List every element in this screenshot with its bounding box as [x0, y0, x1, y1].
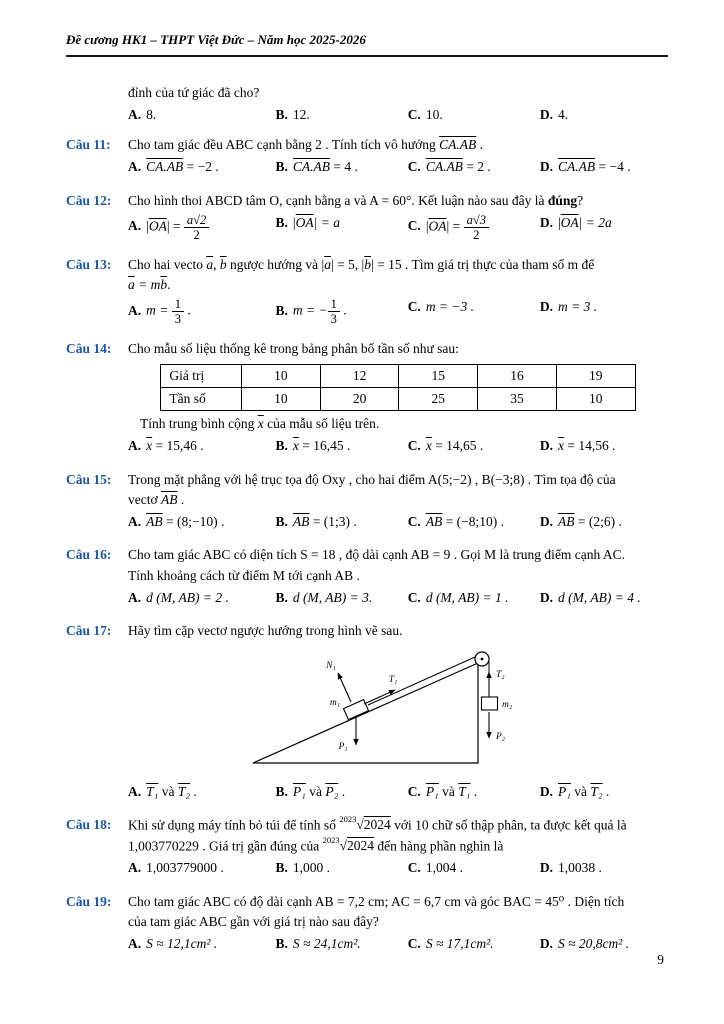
option-text: S ≈ 24,1cm². [292, 936, 361, 951]
option [276, 213, 404, 233]
option-text: . [339, 302, 347, 318]
question-16 [66, 545, 668, 608]
option [540, 157, 668, 177]
option [408, 934, 536, 954]
option-label: D. [539, 589, 553, 605]
table-row [161, 364, 635, 387]
fraction-numerator: a√2 [184, 213, 209, 228]
vector-text: $\overline{AB}$ [292, 514, 310, 529]
option-label: D. [539, 106, 553, 122]
option-label: C. [407, 438, 421, 454]
stem-text: Cho hai vecto [128, 256, 207, 272]
option [408, 213, 536, 242]
option-text: | = [166, 218, 184, 234]
option [128, 782, 272, 802]
question-text [128, 490, 668, 510]
option-text: | [292, 214, 296, 230]
option [128, 934, 272, 954]
option-label: C. [407, 860, 421, 876]
question-number: Câu 19: [66, 893, 112, 909]
question-number: Câu 14: [66, 341, 112, 357]
option-text: m = 3 . [557, 299, 598, 315]
stem-text: của mẫu số liệu trên. [263, 416, 380, 431]
vector-text: T₁ [146, 783, 159, 799]
options-row [128, 858, 668, 878]
option [408, 297, 536, 317]
option-label: A. [128, 438, 142, 454]
vector-text: CA.AB [425, 159, 463, 175]
spacer [66, 83, 128, 126]
label-t1: T₁ [388, 675, 398, 686]
table-cell: 20 [320, 387, 399, 410]
stem-text: = m [134, 277, 161, 292]
vector-text: $\overline{OA}$ [295, 214, 314, 230]
option [128, 157, 272, 177]
table-cell: 25 [399, 387, 478, 410]
option-text: | = [446, 218, 464, 234]
option-label: C. [407, 159, 421, 175]
question-text: của tam giác ABC gần với giá trị nào sau đây? [128, 913, 379, 929]
question-body [128, 339, 668, 456]
option-text: = (2;6) . [574, 514, 622, 529]
question-body [128, 621, 668, 802]
options-row [128, 157, 668, 177]
option-text: m = −3 . [425, 299, 475, 315]
option-text: = 15,46 . [152, 438, 204, 454]
vector-text: $\overline{OA}$ [148, 218, 167, 234]
option-text: S ≈ 17,1cm². [425, 936, 494, 951]
question-number: Câu 13: [66, 256, 112, 272]
question-body [128, 892, 668, 955]
option-label: A. [128, 589, 142, 605]
stem-text: . [476, 137, 484, 152]
option-text: | = 2a [578, 214, 612, 230]
question-number: Câu 15: [66, 471, 112, 487]
options-row [128, 588, 668, 608]
option-label: C. [407, 299, 421, 315]
option [408, 588, 536, 608]
stem-text: Tính trung bình cộng [140, 416, 258, 431]
table-cell: 10 [242, 387, 321, 410]
option-text: và [570, 783, 591, 799]
option [408, 858, 536, 878]
option-label: B. [275, 936, 288, 951]
question-text: Cho tam giác ABC có độ dài cạnh AB = 7,2 cm; AC = 6,7 cm và góc BAC = 45⁰ . Diện tích [128, 893, 625, 909]
option-text: 4. [557, 106, 569, 122]
vector-text: $\overline{AB}$ [161, 491, 178, 507]
option [128, 297, 272, 326]
option-label: A. [128, 783, 142, 799]
option-label: C. [407, 106, 421, 122]
option [540, 858, 668, 878]
question-text: đỉnh của tứ giác đã cho? [128, 84, 260, 100]
stem-text: Cho hình thoi ABCD tâm O, cạnh bằng a và A = 60°. Kết luận nào sau đây là [128, 192, 548, 208]
label-p1: P₁ [338, 742, 348, 753]
root-index: 2023 [322, 834, 340, 845]
option-label: A. [128, 302, 142, 318]
question-text: Cho mẫu số liệu thống kê trong bảng phân bố tần số như sau: [128, 341, 459, 357]
option-text: = −4 . [595, 159, 631, 175]
vector-text: P₂ [325, 783, 339, 799]
options-row [128, 213, 668, 242]
option-label: A. [128, 860, 142, 876]
option-text: và [438, 783, 459, 799]
fraction-numerator: a√3 [464, 213, 489, 228]
table-cell: 19 [556, 364, 635, 387]
vector-text: $\overline{a}$ [324, 256, 331, 272]
option-text: S ≈ 12,1cm² . [146, 936, 218, 951]
option-text: = (−8;10) . [442, 514, 505, 529]
figure-container [128, 645, 668, 779]
option-text: | [146, 218, 149, 234]
question-body [128, 191, 668, 242]
question-11 [66, 135, 668, 178]
stem-text: ngược hướng và | [226, 256, 325, 272]
option-label: C. [407, 218, 421, 234]
question-19 [66, 892, 668, 955]
option-text: và [305, 783, 326, 799]
vector-text: T₁ [458, 783, 471, 799]
stem-text: . [177, 491, 185, 507]
fraction [328, 297, 340, 326]
option [276, 436, 404, 456]
stem-text: , [213, 256, 220, 272]
option-label: B. [275, 302, 288, 318]
option-text: m = [146, 302, 172, 318]
option [408, 105, 536, 125]
table-cell: 35 [478, 387, 557, 410]
vector-text: T₂ [590, 783, 603, 799]
question-14 [66, 339, 668, 456]
vector-text: $\overline{x}$ [146, 438, 153, 454]
question-18 [66, 815, 668, 879]
stem-text: với 10 chữ số thập phân, ta được kết quả là [390, 817, 627, 833]
option-label: B. [275, 214, 288, 230]
option-text: = 4 . [330, 159, 358, 175]
fraction [464, 213, 489, 242]
option [408, 436, 536, 456]
stem-text: 1,003770229 . Giá trị gần đúng của [128, 838, 323, 853]
fraction-numerator: 1 [172, 297, 184, 312]
option-label: B. [275, 438, 288, 454]
incline-figure [243, 645, 553, 773]
option [128, 105, 272, 125]
question-15 [66, 470, 668, 533]
option-text: = 2 . [462, 159, 491, 175]
option [276, 105, 404, 125]
fraction [172, 297, 184, 326]
question-text [128, 135, 668, 155]
vector-text: CA.AB [439, 137, 477, 152]
frequency-table [160, 364, 635, 412]
option [276, 297, 404, 326]
option-text: . [183, 302, 191, 318]
option-label: A. [128, 159, 142, 175]
vector-text: P₁ [425, 783, 439, 799]
option-text: . [470, 783, 478, 799]
option-text: = 16,45 . [298, 438, 351, 454]
vector-text: $\overline{a}$ [206, 256, 214, 272]
option-text: | = a [313, 214, 340, 230]
option [540, 512, 668, 532]
question-body [128, 815, 668, 879]
vector-text: $\overline{b}$ [219, 256, 227, 272]
option-label: C. [407, 783, 421, 799]
table-row [161, 387, 635, 410]
question-text: Trong mặt phẳng với hệ trục tọa độ Oxy , cho hai điểm A(5;−2) , B(−3;8) . Tìm tọa độ của [128, 471, 616, 487]
option-label: D. [539, 159, 553, 175]
option [128, 436, 272, 456]
option-text: 1,0038 . [557, 860, 602, 876]
vector-text: $\overline{b}$ [160, 277, 168, 292]
fraction [184, 213, 209, 242]
option-label: D. [539, 783, 553, 799]
emphasis-text: đúng [547, 192, 578, 208]
option [408, 512, 536, 532]
question-continuation [66, 83, 668, 126]
option [276, 512, 404, 532]
vector-text: P₁ [292, 783, 306, 799]
label-t2: T₂ [496, 670, 505, 681]
vector-text: $\overline{AB}$ [146, 514, 163, 529]
fraction-denominator: 3 [174, 312, 181, 327]
stem-text: | = 5, | [330, 256, 365, 272]
question-number: Câu 12: [66, 192, 112, 208]
question-text [128, 255, 668, 275]
option-label: D. [539, 438, 553, 454]
option-label: C. [407, 589, 421, 605]
question-text: Hãy tìm cặp vectơ ngược hướng trong hình vẽ sau. [128, 623, 403, 638]
question-text [128, 275, 668, 295]
question-body [128, 135, 668, 178]
radical-sign: √ [356, 817, 364, 833]
radicand: 2024 [363, 817, 391, 833]
options-row [128, 436, 668, 456]
option-label: B. [275, 106, 288, 122]
option-label: D. [539, 299, 553, 315]
option-text: . [190, 783, 197, 799]
stem-text: ? [577, 192, 584, 208]
vector-text: $\overline{x}$ [257, 416, 264, 431]
option [540, 782, 668, 802]
option-text: 10. [425, 106, 443, 122]
label-p2: P₂ [496, 732, 506, 743]
option-text: | [425, 218, 429, 234]
fraction-denominator: 2 [473, 227, 480, 242]
option [128, 858, 272, 878]
question-number: Câu 11: [66, 137, 111, 152]
option [128, 588, 272, 608]
vector-text: $\overline{x}$ [557, 438, 564, 454]
option-text: = −2 . [183, 159, 219, 175]
question-13 [66, 255, 668, 327]
option [408, 157, 536, 177]
vector-text: T₂ [177, 783, 191, 799]
option-label: A. [128, 218, 142, 234]
table-cell: 10 [242, 364, 321, 387]
option-text: m = − [292, 302, 328, 318]
option-text: . [338, 783, 346, 799]
option-label: D. [539, 214, 553, 230]
question-body [128, 255, 668, 327]
option-text: d (M, AB) = 2 . [146, 589, 229, 605]
fraction-numerator: 1 [328, 297, 340, 312]
vector-text: $\overline{x}$ [425, 438, 432, 454]
option-label: B. [275, 159, 288, 175]
radicand: 2024 [347, 838, 375, 853]
options-row [128, 512, 668, 532]
option [540, 105, 668, 125]
option [540, 213, 668, 233]
option-text: 1,004 . [425, 860, 463, 876]
vector-text: $\overline{x}$ [292, 438, 299, 454]
vector-text: $\overline{AB}$ [557, 514, 575, 529]
option-text: và [158, 783, 178, 799]
option-text: S ≈ 20,8cm² . [557, 936, 630, 951]
question-17 [66, 621, 668, 802]
option [276, 782, 404, 802]
question-text [128, 414, 668, 434]
stem-text: Khi sử dụng máy tính bỏ túi để tính số [128, 817, 340, 833]
page-number: 9 [657, 951, 664, 967]
vector-text: $\overline{OA}$ [428, 218, 447, 234]
question-number: Câu 17: [66, 623, 112, 638]
root-index: 2023 [339, 813, 357, 824]
option-text: d (M, AB) = 4 . [557, 589, 641, 605]
option-label: D. [539, 936, 553, 951]
radical-expression [339, 813, 391, 833]
option-label: A. [128, 106, 142, 122]
vector-text: P₁ [557, 783, 571, 799]
vector-text: CA.AB [146, 159, 184, 175]
question-body [128, 83, 668, 126]
table-cell: 16 [478, 364, 557, 387]
question-body [128, 470, 668, 533]
option [276, 157, 404, 177]
option-text: | [557, 214, 561, 230]
table-cell: Tần số [161, 387, 242, 410]
question-text: Cho tam giác ABC có diện tích S = 18 , độ dài cạnh AB = 9 . Gọi M là trung điểm cạnh AC. [128, 547, 626, 563]
option-label: C. [407, 514, 421, 529]
option [540, 934, 668, 954]
option-label: D. [539, 514, 553, 529]
question-number: Câu 16: [66, 547, 112, 563]
vector-text: CA.AB [557, 159, 596, 175]
vector-text: $\overline{a}$ [128, 277, 135, 292]
label-m1: m₁ [329, 698, 341, 709]
stem-text: đến hàng phần nghìn là [374, 838, 504, 853]
option [276, 858, 404, 878]
option [408, 782, 536, 802]
option-label: B. [275, 783, 288, 799]
question-text [128, 836, 668, 857]
option [276, 934, 404, 954]
option-text: d (M, AB) = 1 . [425, 589, 509, 605]
stem-text: . [167, 277, 171, 292]
pulley-axle-icon [481, 658, 484, 661]
stem-text: vectơ [128, 491, 161, 507]
option [540, 588, 668, 608]
options-row [128, 782, 668, 802]
option-label: B. [275, 860, 288, 876]
option-label: B. [275, 589, 288, 605]
question-text [128, 815, 668, 836]
document-header: Đề cương HK1 – THPT Việt Đức – Năm học 2025-2026 [66, 30, 668, 57]
option [128, 213, 272, 242]
table-cell: 10 [556, 387, 635, 410]
radical-expression [322, 834, 375, 853]
option-text: 1,003779000 . [146, 860, 224, 876]
vector-text: $\overline{AB}$ [425, 514, 443, 529]
option-text: 12. [292, 106, 310, 122]
option-text: 8. [146, 106, 157, 122]
option-label: D. [539, 860, 553, 876]
option-text: . [602, 783, 610, 799]
fraction-denominator: 2 [193, 227, 200, 242]
option-text: = (1;3) . [309, 514, 357, 529]
option [128, 512, 272, 532]
mass-block-m2 [482, 697, 498, 710]
vector-text: $\overline{OA}$ [560, 214, 579, 230]
option-text: d (M, AB) = 3. [292, 589, 373, 605]
vector-text: CA.AB [292, 159, 331, 175]
question-12 [66, 191, 668, 242]
option [540, 297, 668, 317]
option-label: A. [128, 936, 142, 951]
option-label: A. [128, 514, 142, 529]
radical-sign: √ [339, 838, 348, 853]
stem-text: Cho tam giác đều ABC cạnh bằng 2 . Tính tích vô hướng [128, 137, 440, 152]
table-cell: 12 [320, 364, 399, 387]
options-row [128, 934, 668, 954]
fraction-denominator: 3 [330, 312, 337, 327]
option-text: 1,000 . [292, 860, 331, 876]
rope-incline [368, 657, 475, 705]
option-label: C. [407, 936, 421, 951]
option-text: = (8;−10) . [162, 514, 225, 529]
question-body [128, 545, 668, 608]
question-text [128, 191, 668, 211]
table-cell: 15 [399, 364, 478, 387]
vector-text: $\overline{b}$ [364, 256, 371, 272]
option [540, 436, 668, 456]
options-row [128, 297, 668, 326]
option-text: = 14,56 . [563, 438, 616, 454]
question-number: Câu 18: [66, 816, 112, 832]
option-label: B. [275, 514, 288, 529]
question-text: Tính khoảng cách từ điểm M tới cạnh AB . [128, 567, 360, 583]
label-m2: m₂ [502, 700, 513, 711]
stem-text: | = 15 . Tìm giá trị thực của tham số m để [371, 256, 595, 272]
label-n1: N₁ [326, 661, 336, 672]
option [276, 588, 404, 608]
incline-triangle [253, 663, 478, 763]
options-row [128, 105, 668, 125]
option-text: = 14,65 . [431, 438, 484, 454]
table-cell: Giá trị [161, 364, 242, 387]
